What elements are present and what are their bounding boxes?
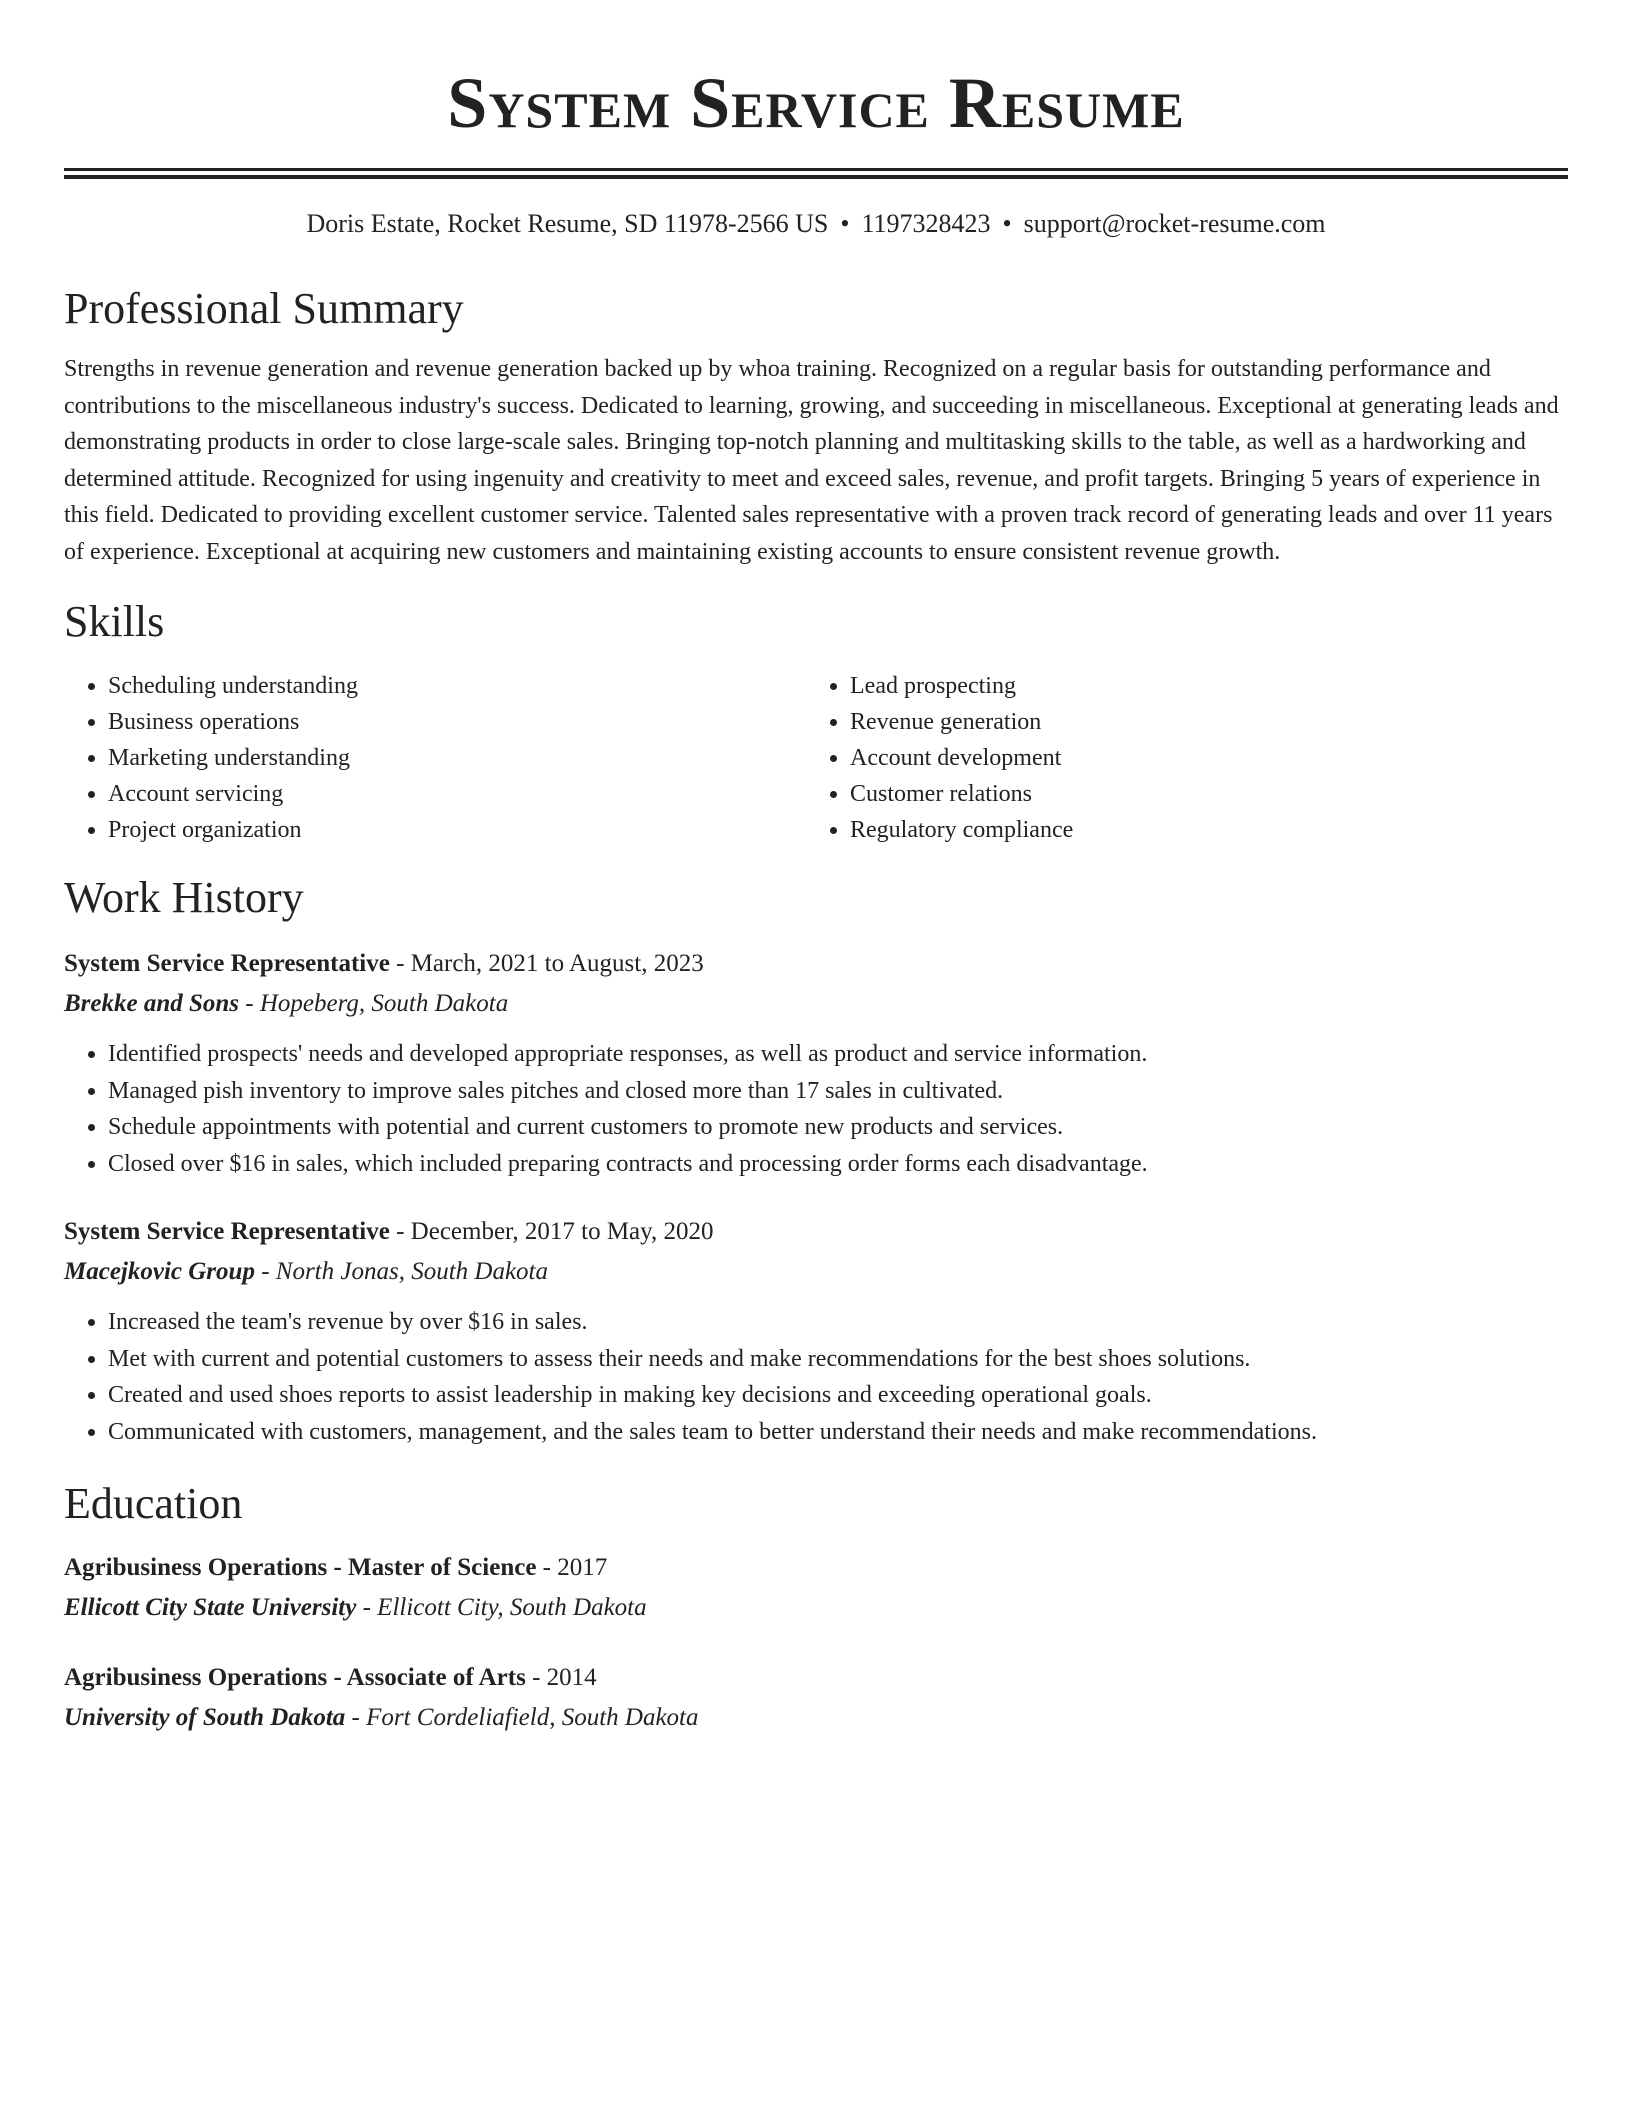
job-duty: • Identified prospects' needs and developed appropriate responses, as well as product and service information. [108,1036,1568,1073]
job-dates: - December, 2017 to May, 2020 [389,1218,714,1245]
job-location: - North Jonas, South Dakota [254,1258,548,1285]
school-location: - Fort Cordeliafield, South Dakota [345,1704,699,1731]
degree-year: - 2014 [525,1664,597,1691]
job-role: System Service Representative [64,1218,390,1245]
skill-item: • Scheduling understanding [108,668,806,704]
job-location: - Hopeberg, South Dakota [239,990,509,1017]
school-line [64,1588,1568,1628]
education-heading: Education [64,1479,243,1528]
job-role: System Service Representative [64,950,390,977]
summary-text: Strengths in revenue generation and revenue generation backed up by whoa training. Recognized on a regular basis for outstanding performance and contributions to the miscellaneous industry's success. Dedicated to learning, growing, and succeeding in miscellaneous. Exceptional at generating leads and demonstrating products in order to close large-scale sales. Bringing top-notch planning and multitasking skills to the table, as well as a hardworking and determined attitude. Recognized for using ingenuity and creativity to meet and exceed sales, revenue, and profit targets. Bringing 5 years of experience in this field. Dedicated to providing excellent customer service. Talented sales representative with a proven track record of generating leads and over 11 years of experience. Exceptional at acquiring new customers and maintaining existing accounts to ensure consistent revenue growth. [64,356,1559,565]
skill-item: • Regulatory compliance [850,812,1548,848]
skill-item: • Project organization [108,812,806,848]
job-duties [64,1036,1568,1182]
job-duty: • Managed pish inventory to improve sales pitches and closed more than 17 sales in cultivated. [108,1073,1568,1110]
degree-line [64,1548,1568,1588]
school-name: Ellicott City State University [64,1594,357,1621]
education-entry [64,1658,1568,1738]
skill-item: • Revenue generation [850,704,1548,740]
employer-line [64,1252,1568,1292]
job-duties [64,1304,1568,1450]
skill-item: • Marketing understanding [108,740,806,776]
skills-list [64,668,1568,848]
skill-item: • Customer relations [850,776,1548,812]
summary-heading: Professional Summary [64,284,464,333]
job-duty: • Met with current and potential customers to assess their needs and make recommendations for the best shoes solutions. [108,1341,1568,1378]
job-title-line [64,944,1568,984]
degree-name: Agribusiness Operations - Master of Science [64,1554,537,1581]
job-duty: • Created and used shoes reports to assist leadership in making key decisions and exceeding operational goals. [108,1377,1568,1414]
job-duty: • Communicated with customers, management, and the sales team to better understand their needs and make recommendations. [108,1414,1568,1451]
employer-line [64,984,1568,1024]
skills-heading: Skills [64,597,165,646]
skill-item: • Lead prospecting [850,668,1548,704]
job-duty: • Schedule appointments with potential and current customers to promote new products and services. [108,1109,1568,1146]
skills-column-right [806,668,1548,848]
title-divider [64,168,1568,179]
school-line [64,1698,1568,1738]
skill-item: • Account development [850,740,1548,776]
skills-column-left [64,668,806,848]
contact-email: support@rocket-resume.com [1023,209,1326,238]
job-title-line [64,1212,1568,1252]
contact-phone: 1197328423 [861,209,991,238]
school-name: University of South Dakota [64,1704,346,1731]
degree-name: Agribusiness Operations - Associate of Arts [64,1664,526,1691]
skill-item: • Business operations [108,704,806,740]
degree-line [64,1658,1568,1698]
job-entry [64,1212,1568,1450]
contact-separator: • [840,209,850,238]
resume-title: System Service Resume [447,63,1185,143]
contact-separator: • [1002,209,1012,238]
job-duty: • Increased the team's revenue by over $16 in sales. [108,1304,1568,1341]
contact-address: Doris Estate, Rocket Resume, SD 11978-2566 US [306,209,829,238]
job-company: Brekke and Sons [64,990,240,1017]
job-entry [64,944,1568,1182]
work-history-heading: Work History [64,873,304,922]
school-location: - Ellicott City, South Dakota [356,1594,647,1621]
job-dates: - March, 2021 to August, 2023 [389,950,704,977]
job-duty: • Closed over $16 in sales, which included preparing contracts and processing order forms each disadvantage. [108,1146,1568,1183]
degree-year: - 2017 [536,1554,608,1581]
skill-item: • Account servicing [108,776,806,812]
contact-line [64,207,1568,241]
education-entry [64,1548,1568,1628]
job-company: Macejkovic Group [64,1258,255,1285]
